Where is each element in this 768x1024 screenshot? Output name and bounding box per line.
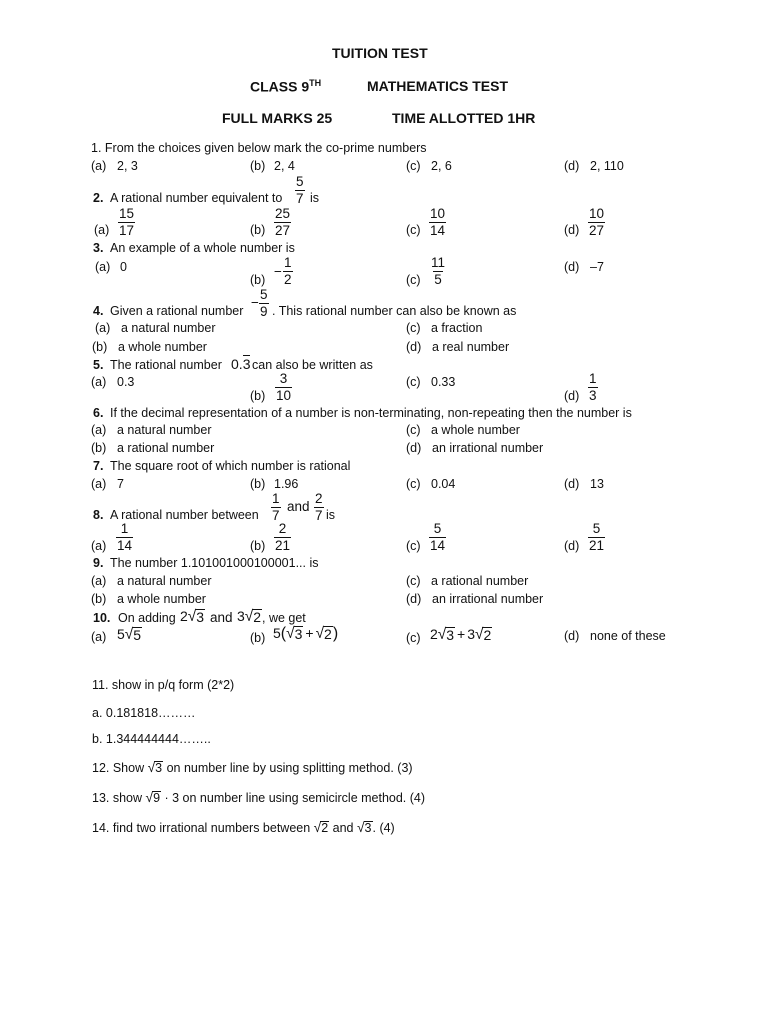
- q6-option-c-label: (c): [406, 423, 421, 437]
- q2-option-d: [588, 207, 605, 237]
- q4-numerator: 5: [260, 287, 268, 302]
- q4-option-d: a real number: [432, 340, 510, 354]
- q10-b-sqrt-2: √ 2: [315, 625, 332, 642]
- q1-option-c: 2, 6: [431, 159, 452, 173]
- q10-b-radicand-2: 2: [324, 626, 332, 642]
- q3-b-minus: −: [274, 264, 282, 279]
- question-7-text: The square root of which number is rational: [110, 459, 351, 473]
- q8-f1-numerator: 1: [272, 491, 280, 506]
- q10-a-radicand: 5: [133, 627, 142, 643]
- q8-c-denominator: 14: [430, 537, 446, 553]
- q10-b-sqrt-1: √ 3: [286, 625, 303, 642]
- q10-a-coef: 5: [117, 626, 125, 642]
- q14-sqrt-2: √ 3: [357, 820, 372, 835]
- q8-option-d: [588, 522, 605, 552]
- q4-fraction: [259, 288, 269, 318]
- q9-option-d: an irrational number: [432, 592, 544, 606]
- q10-sqrt-1: √ 3: [187, 608, 205, 625]
- q2-d-numerator: 10: [589, 206, 605, 221]
- q5-repeating-decimal: [231, 357, 250, 371]
- question-9-text: The number 1.101001000100001... is: [110, 556, 319, 570]
- q8-fraction-1: [271, 492, 281, 522]
- q2-option-b: [274, 207, 291, 237]
- q8-option-b-label: (b): [250, 539, 266, 553]
- question-5-text: The rational number: [110, 358, 222, 372]
- q13-pre: 13. show: [92, 791, 143, 805]
- q5-b-denominator: 10: [276, 387, 292, 403]
- q4-option-c-label: (c): [406, 321, 421, 335]
- q2-option-a-label: (a): [94, 223, 110, 237]
- q3-c-numerator: 11: [431, 255, 446, 270]
- q10-coef-2: 3: [237, 608, 245, 624]
- q7-option-d-label: (d): [564, 477, 580, 491]
- question-3-text: An example of a whole number is: [110, 241, 295, 255]
- page-title: TUITION TEST: [332, 45, 428, 61]
- question-14: [92, 821, 395, 835]
- q10-c-sqrt-2: √ 2: [475, 626, 492, 643]
- subject-title: MATHEMATICS TEST: [367, 78, 509, 94]
- question-5-number: 5.: [93, 358, 104, 372]
- q8-a-numerator: 1: [120, 521, 129, 536]
- q14-post: . (4): [372, 821, 395, 835]
- q2-fraction-numerator: 5: [296, 174, 304, 189]
- q7-option-b-label: (b): [250, 477, 266, 491]
- q8-f2-numerator: 2: [315, 491, 323, 506]
- q2-d-denominator: 27: [589, 222, 605, 238]
- q10-c-radicand-2: 2: [483, 627, 492, 643]
- question-7-number: 7.: [93, 459, 104, 473]
- question-5-tail: can also be written as: [252, 358, 373, 372]
- q12-radicand: 3: [155, 761, 163, 775]
- question-13: [92, 791, 425, 805]
- question-10-tail: , we get: [262, 611, 306, 625]
- q6-option-d-label: (d): [406, 441, 422, 455]
- q5-option-c-label: (c): [406, 375, 421, 389]
- q10-option-d-label: (d): [564, 629, 580, 643]
- q1-option-b: 2, 4: [274, 159, 295, 173]
- q1-option-b-label: (b): [250, 159, 266, 173]
- q13-radicand: 9: [153, 791, 161, 805]
- q12-sqrt: √ 3: [147, 760, 163, 775]
- q4-option-a: a natural number: [121, 321, 216, 335]
- q8-option-b: [274, 522, 291, 552]
- q3-c-denominator: 5: [434, 271, 442, 287]
- question-3-number: 3.: [93, 241, 104, 255]
- q1-option-a: 2, 3: [117, 159, 138, 173]
- q2-b-numerator: 25: [275, 206, 291, 221]
- q12-post: on number line by using splitting method. (3): [166, 761, 413, 775]
- q3-option-b-label: (b): [250, 273, 266, 287]
- q14-radicand-1: 2: [321, 821, 329, 835]
- q11-part-b: b. 1.344444444……..: [92, 732, 211, 746]
- q10-coef-1: 2: [180, 608, 188, 624]
- q2-fraction-denominator: 7: [296, 190, 304, 206]
- class-superscript: TH: [309, 78, 322, 88]
- q4-option-d-label: (d): [406, 340, 422, 354]
- q2-option-c-label: (c): [406, 223, 421, 237]
- question-9-number: 9.: [93, 556, 104, 570]
- q10-option-b-label: (b): [250, 631, 266, 645]
- q10-term-1: [180, 609, 205, 625]
- q10-option-a: [117, 627, 142, 643]
- q8-option-c: [429, 522, 446, 552]
- q14-pre: 14. find two irrational numbers between: [92, 821, 311, 835]
- q7-option-a: 7: [117, 477, 124, 491]
- q10-radicand-2: 2: [253, 609, 262, 625]
- class-label: [250, 79, 321, 94]
- q9-option-d-label: (d): [406, 592, 422, 606]
- q3-option-a-label: (a): [95, 260, 111, 274]
- q10-option-d: none of these: [590, 629, 666, 643]
- q3-option-d-label: (d): [564, 260, 580, 274]
- q9-option-a-label: (a): [91, 574, 107, 588]
- q2-option-a: [118, 207, 135, 237]
- q5-decimal-repeat: 3: [242, 356, 251, 372]
- q4-denominator: 9: [260, 303, 268, 319]
- q8-d-numerator: 5: [592, 521, 601, 536]
- q5-option-d: [588, 372, 598, 402]
- q11-part-a: a. 0.181818………: [92, 706, 196, 720]
- q10-term-2: [237, 609, 262, 625]
- q6-option-a-label: (a): [91, 423, 107, 437]
- q8-c-numerator: 5: [433, 521, 442, 536]
- q6-option-b: a rational number: [117, 441, 215, 455]
- question-10-text: On adding: [118, 611, 176, 625]
- q3-option-a: 0: [120, 260, 127, 274]
- q9-option-b: a whole number: [117, 592, 206, 606]
- q4-minus: −: [251, 295, 259, 310]
- q6-option-a: a natural number: [117, 423, 212, 437]
- q3-option-b: [283, 256, 293, 286]
- question-4-number: 4.: [93, 304, 104, 318]
- q3-b-denominator: 2: [284, 271, 292, 287]
- q5-option-b: [275, 372, 292, 402]
- q14-sqrt-1: √ 2: [313, 820, 329, 835]
- question-6-text: If the decimal representation of a number is non-terminating, non-repeating then the number is: [110, 406, 632, 420]
- question-2-number: 2.: [93, 191, 104, 205]
- q8-option-a-label: (a): [91, 539, 107, 553]
- q9-option-b-label: (b): [91, 592, 107, 606]
- q6-option-b-label: (b): [91, 441, 107, 455]
- q5-option-c: 0.33: [431, 375, 456, 389]
- q5-d-denominator: 3: [589, 387, 597, 403]
- question-12: [92, 761, 413, 775]
- time-allotted: TIME ALLOTTED 1HR: [392, 110, 536, 126]
- q2-b-denominator: 27: [275, 222, 291, 238]
- class-text: CLASS 9: [250, 78, 310, 95]
- q6-option-c: a whole number: [431, 423, 520, 437]
- q4-option-b-label: (b): [92, 340, 108, 354]
- q4-option-c: a fraction: [431, 321, 483, 335]
- q1-option-a-label: (a): [91, 159, 107, 173]
- q3-option-c: [430, 256, 446, 286]
- q10-c-plus: +: [457, 626, 466, 642]
- q5-option-d-label: (d): [564, 389, 580, 403]
- q8-f1-denominator: 7: [272, 507, 280, 523]
- q4-option-a-label: (a): [95, 321, 111, 335]
- q5-option-a: 0.3: [117, 375, 135, 389]
- q2-option-b-label: (b): [250, 223, 266, 237]
- q8-and: and: [287, 499, 310, 514]
- q10-a-sqrt: √ 5: [124, 626, 142, 643]
- q13-mid: · 3 on number line using semicircle method. (4): [164, 791, 426, 805]
- q10-c-coef-2: 3: [467, 626, 476, 642]
- q10-option-b: 5( √ 3 + √ 2 ): [273, 625, 339, 642]
- q10-option-a-label: (a): [91, 630, 107, 644]
- q2-a-denominator: 17: [119, 222, 135, 238]
- q8-option-c-label: (c): [406, 539, 421, 553]
- q10-c-coef-1: 2: [430, 626, 438, 642]
- q10-b-radicand-1: 3: [294, 626, 303, 642]
- q2-option-d-label: (d): [564, 223, 580, 237]
- q2-c-denominator: 14: [430, 222, 446, 238]
- q2-option-c: [429, 207, 446, 237]
- q3-b-numerator: 1: [284, 255, 292, 270]
- q8-d-denominator: 21: [589, 537, 605, 553]
- question-11-text: 11. show in p/q form (2*2): [92, 678, 235, 692]
- q8-option-d-label: (d): [564, 539, 580, 553]
- q10-b-coef: 5: [273, 625, 281, 641]
- q14-and: and: [332, 821, 354, 835]
- question-1-text: 1. From the choices given below mark the co-prime numbers: [91, 141, 427, 155]
- q10-option-c: [430, 627, 492, 643]
- q5-option-a-label: (a): [91, 375, 107, 389]
- q10-and: and: [210, 610, 233, 625]
- question-8-text: A rational number between: [110, 508, 259, 522]
- q9-option-c-label: (c): [406, 574, 421, 588]
- q1-option-c-label: (c): [406, 159, 421, 173]
- q12-pre: 12. Show: [92, 761, 145, 775]
- q6-option-d: an irrational number: [432, 441, 544, 455]
- q5-decimal-int: 0.: [231, 356, 243, 372]
- question-4-text: Given a rational number: [110, 304, 244, 318]
- question-2-text: A rational number equivalent to: [110, 191, 283, 205]
- q9-option-c: a rational number: [431, 574, 529, 588]
- q10-radicand-1: 3: [196, 609, 205, 625]
- q8-option-a: [116, 522, 133, 552]
- q10-c-radicand-1: 3: [446, 627, 455, 643]
- q7-option-d: 13: [590, 477, 604, 491]
- q5-b-numerator: 3: [279, 371, 288, 386]
- question-8-number: 8.: [93, 508, 104, 522]
- q8-b-denominator: 21: [275, 537, 291, 553]
- question-4-tail: . This rational number can also be known as: [272, 304, 517, 318]
- q10-b-plus: +: [305, 625, 314, 641]
- q8-fraction-2: [314, 492, 324, 522]
- q5-option-b-label: (b): [250, 389, 266, 403]
- question-6-number: 6.: [93, 406, 104, 420]
- q9-option-a: a natural number: [117, 574, 212, 588]
- q3-option-c-label: (c): [406, 273, 421, 287]
- q1-option-d-label: (d): [564, 159, 580, 173]
- q2-c-numerator: 10: [430, 206, 446, 221]
- q8-b-numerator: 2: [278, 521, 287, 536]
- q8-a-denominator: 14: [117, 537, 133, 553]
- q5-d-numerator: 1: [589, 371, 597, 386]
- q10-sqrt-2: √ 2: [244, 608, 262, 625]
- q7-option-b: 1.96: [274, 477, 299, 491]
- q10-c-sqrt-1: √ 3: [437, 626, 455, 643]
- q3-option-d: –7: [590, 260, 604, 274]
- question-2-tail: is: [310, 191, 320, 205]
- q4-option-b: a whole number: [118, 340, 207, 354]
- q14-radicand-2: 3: [364, 821, 372, 835]
- question-10-number: 10.: [93, 611, 111, 625]
- q7-option-c: 0.04: [431, 477, 456, 491]
- q10-option-c-label: (c): [406, 631, 421, 645]
- question-8-tail: is: [326, 508, 336, 522]
- full-marks: FULL MARKS 25: [222, 110, 333, 126]
- q1-option-d: 2, 110: [590, 159, 624, 173]
- q8-f2-denominator: 7: [315, 507, 323, 523]
- q13-sqrt: √ 9: [145, 790, 161, 805]
- q7-option-c-label: (c): [406, 477, 421, 491]
- q2-a-numerator: 15: [119, 206, 135, 221]
- q7-option-a-label: (a): [91, 477, 107, 491]
- q2-fraction: [295, 175, 305, 205]
